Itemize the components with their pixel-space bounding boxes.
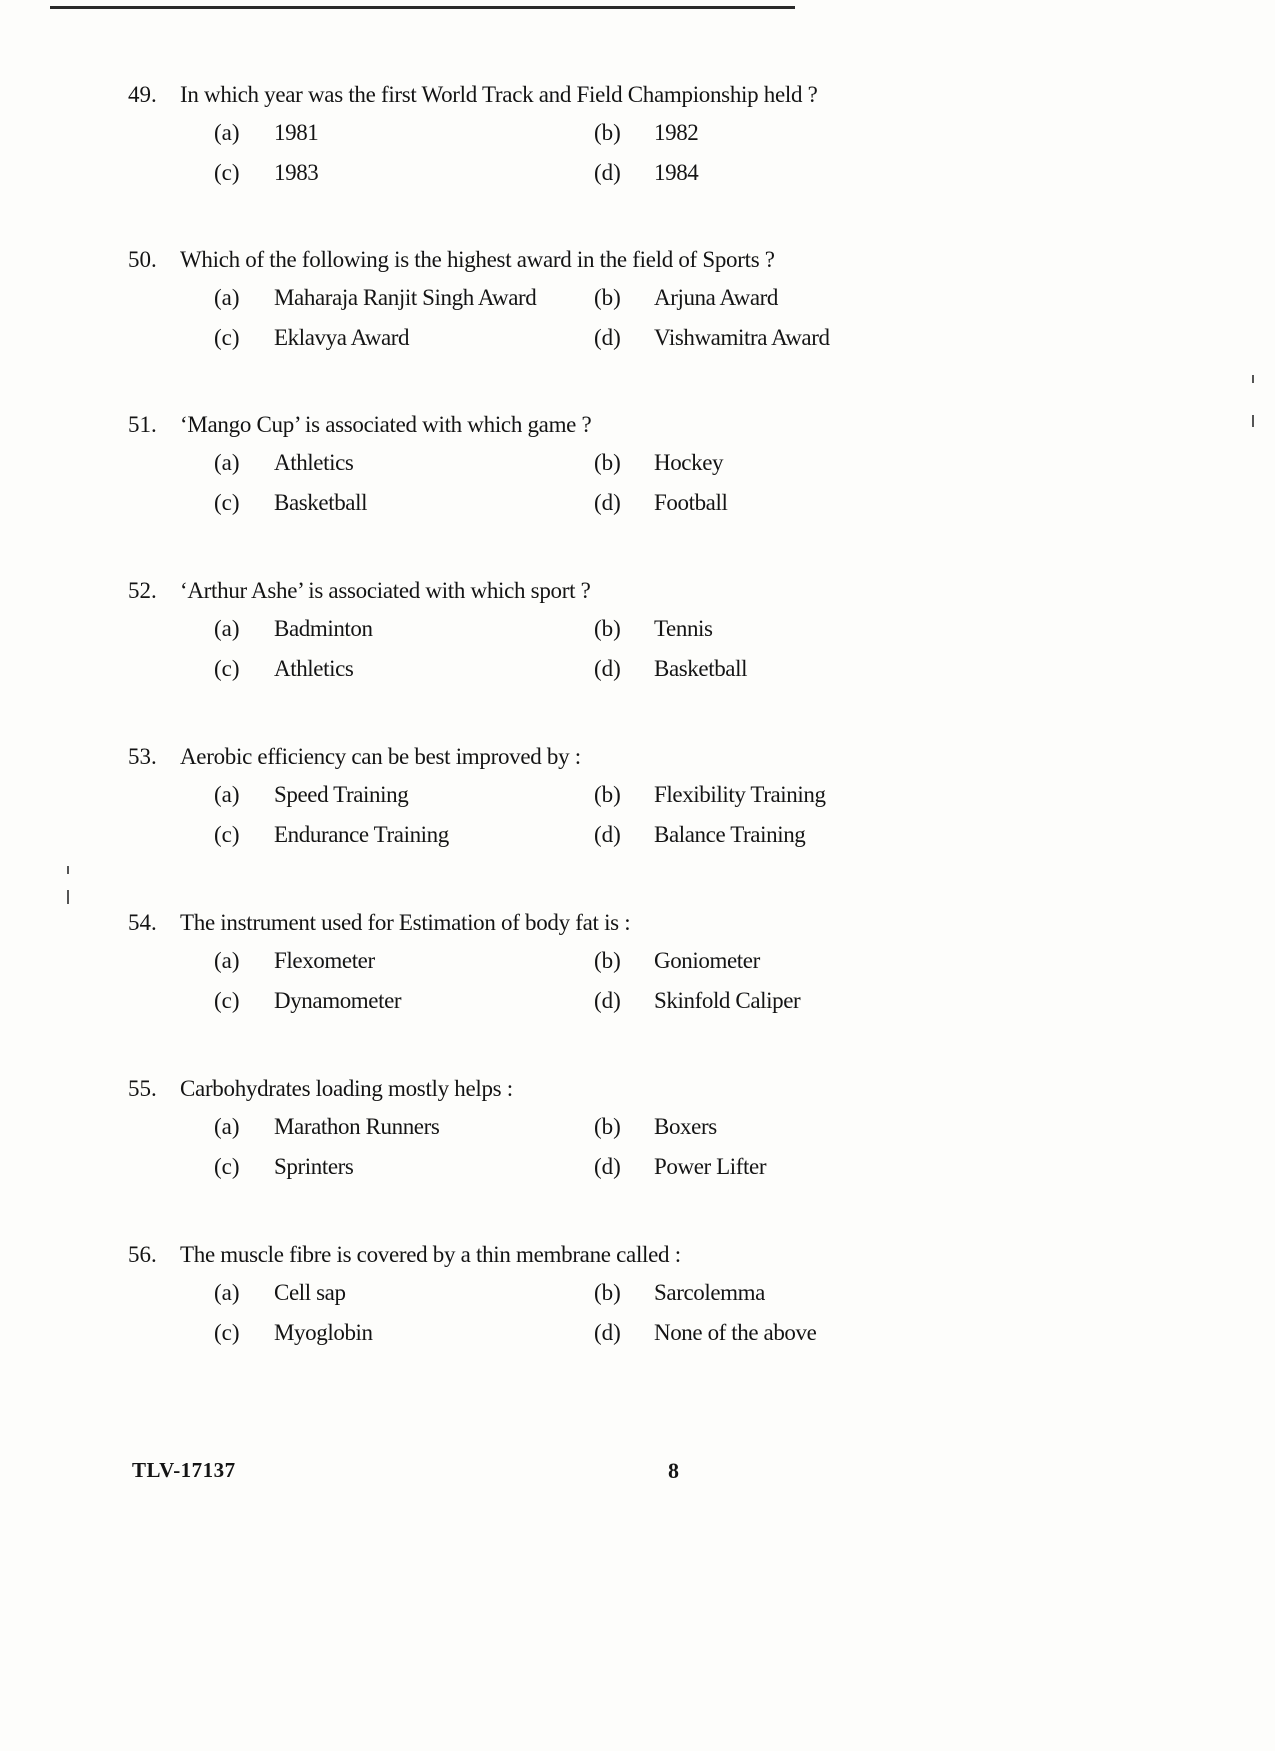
option-text: Marathon Runners bbox=[274, 1114, 440, 1139]
option-letter: (c) bbox=[214, 160, 240, 185]
option-c bbox=[214, 488, 594, 518]
option-text: Speed Training bbox=[274, 782, 409, 807]
option-text: Maharaja Ranjit Singh Award bbox=[274, 285, 537, 310]
option-a bbox=[214, 946, 594, 976]
option-letter: (d) bbox=[594, 988, 621, 1013]
option-d bbox=[594, 654, 894, 684]
option-text: Basketball bbox=[274, 490, 368, 515]
scan-mark bbox=[67, 866, 69, 874]
option-c bbox=[214, 158, 594, 188]
question-56 bbox=[128, 1240, 888, 1348]
option-text: Dynamometer bbox=[274, 988, 402, 1013]
scan-mark bbox=[1252, 375, 1254, 383]
options-grid bbox=[214, 1278, 888, 1348]
question-text: ‘Mango Cup’ is associated with which game ? bbox=[180, 412, 592, 437]
option-letter: (d) bbox=[594, 1154, 621, 1179]
option-letter: (a) bbox=[214, 120, 240, 145]
option-a bbox=[214, 448, 594, 478]
option-text: Sarcolemma bbox=[654, 1280, 765, 1305]
options-grid bbox=[214, 946, 888, 1016]
question-stem bbox=[128, 410, 888, 440]
options-grid bbox=[214, 448, 888, 518]
question-text: Carbohydrates loading mostly helps : bbox=[180, 1076, 513, 1101]
option-text: Boxers bbox=[654, 1114, 717, 1139]
option-d bbox=[594, 1152, 894, 1182]
option-text: Flexometer bbox=[274, 948, 375, 973]
question-text: ‘Arthur Ashe’ is associated with which sport ? bbox=[180, 578, 591, 603]
option-letter: (b) bbox=[594, 450, 621, 475]
option-text: Endurance Training bbox=[274, 822, 449, 847]
option-a bbox=[214, 614, 594, 644]
option-c bbox=[214, 820, 594, 850]
option-text: Skinfold Caliper bbox=[654, 988, 801, 1013]
option-letter: (b) bbox=[594, 120, 621, 145]
option-d bbox=[594, 158, 894, 188]
paper-code: TLV-17137 bbox=[132, 1458, 236, 1482]
option-text: 1981 bbox=[274, 120, 319, 145]
option-c bbox=[214, 986, 594, 1016]
option-text: 1982 bbox=[654, 120, 699, 145]
option-text: Vishwamitra Award bbox=[654, 325, 830, 350]
question-stem bbox=[128, 80, 888, 110]
question-text: The muscle fibre is covered by a thin membrane called : bbox=[180, 1242, 681, 1267]
option-a bbox=[214, 1278, 594, 1308]
question-number: 55. bbox=[128, 1076, 157, 1101]
option-letter: (b) bbox=[594, 782, 621, 807]
option-letter: (d) bbox=[594, 1320, 621, 1345]
option-b bbox=[594, 448, 894, 478]
question-text: The instrument used for Estimation of body fat is : bbox=[180, 910, 631, 935]
option-b bbox=[594, 283, 894, 313]
option-letter: (c) bbox=[214, 656, 240, 681]
option-text: Balance Training bbox=[654, 822, 806, 847]
question-number: 53. bbox=[128, 744, 157, 769]
top-rule bbox=[50, 6, 795, 9]
question-stem bbox=[128, 1074, 888, 1104]
page-number: 8 bbox=[668, 1458, 679, 1483]
option-letter: (b) bbox=[594, 616, 621, 641]
question-stem bbox=[128, 742, 888, 772]
options-grid bbox=[214, 614, 888, 684]
option-c bbox=[214, 1318, 594, 1348]
option-letter: (a) bbox=[214, 1114, 240, 1139]
question-stem bbox=[128, 1240, 888, 1270]
option-text: Goniometer bbox=[654, 948, 760, 973]
question-number: 56. bbox=[128, 1242, 157, 1267]
option-letter: (b) bbox=[594, 285, 621, 310]
option-letter: (c) bbox=[214, 822, 240, 847]
option-b bbox=[594, 780, 894, 810]
question-55 bbox=[128, 1074, 888, 1182]
option-letter: (a) bbox=[214, 285, 240, 310]
option-text: Football bbox=[654, 490, 728, 515]
option-letter: (d) bbox=[594, 160, 621, 185]
options-grid bbox=[214, 283, 888, 353]
option-text: Basketball bbox=[654, 656, 748, 681]
option-letter: (d) bbox=[594, 656, 621, 681]
option-text: Eklavya Award bbox=[274, 325, 410, 350]
option-letter: (d) bbox=[594, 822, 621, 847]
option-c bbox=[214, 1152, 594, 1182]
option-text: Athletics bbox=[274, 656, 354, 681]
option-letter: (c) bbox=[214, 988, 240, 1013]
option-text: Sprinters bbox=[274, 1154, 354, 1179]
option-a bbox=[214, 1112, 594, 1142]
option-b bbox=[594, 614, 894, 644]
question-text: Aerobic efficiency can be best improved by : bbox=[180, 744, 581, 769]
option-text: Power Lifter bbox=[654, 1154, 767, 1179]
option-text: Arjuna Award bbox=[654, 285, 779, 310]
option-text: Hockey bbox=[654, 450, 724, 475]
option-text: Tennis bbox=[654, 616, 713, 641]
option-b bbox=[594, 1112, 894, 1142]
question-number: 49. bbox=[128, 82, 157, 107]
scan-mark bbox=[67, 890, 69, 904]
option-d bbox=[594, 488, 894, 518]
question-stem bbox=[128, 245, 888, 275]
question-54 bbox=[128, 908, 888, 1016]
option-a bbox=[214, 283, 594, 313]
option-letter: (c) bbox=[214, 1320, 240, 1345]
option-letter: (b) bbox=[594, 1114, 621, 1139]
question-49 bbox=[128, 80, 888, 188]
option-b bbox=[594, 1278, 894, 1308]
options-grid bbox=[214, 780, 888, 850]
option-letter: (a) bbox=[214, 948, 240, 973]
options-grid bbox=[214, 118, 888, 188]
option-text: None of the above bbox=[654, 1320, 817, 1345]
option-letter: (d) bbox=[594, 490, 621, 515]
option-text: 1983 bbox=[274, 160, 319, 185]
option-c bbox=[214, 323, 594, 353]
option-letter: (a) bbox=[214, 782, 240, 807]
option-d bbox=[594, 1318, 894, 1348]
question-number: 52. bbox=[128, 578, 157, 603]
option-text: Athletics bbox=[274, 450, 354, 475]
option-b bbox=[594, 946, 894, 976]
scan-mark bbox=[1252, 415, 1254, 427]
question-number: 54. bbox=[128, 910, 157, 935]
question-text: Which of the following is the highest award in the field of Sports ? bbox=[180, 247, 775, 272]
option-letter: (a) bbox=[214, 616, 240, 641]
option-text: Flexibility Training bbox=[654, 782, 826, 807]
option-text: 1984 bbox=[654, 160, 699, 185]
option-c bbox=[214, 654, 594, 684]
option-letter: (d) bbox=[594, 325, 621, 350]
question-50 bbox=[128, 245, 888, 353]
question-53 bbox=[128, 742, 888, 850]
option-letter: (c) bbox=[214, 1154, 240, 1179]
option-text: Cell sap bbox=[274, 1280, 346, 1305]
option-letter: (a) bbox=[214, 1280, 240, 1305]
option-d bbox=[594, 820, 894, 850]
question-stem bbox=[128, 908, 888, 938]
option-letter: (a) bbox=[214, 450, 240, 475]
question-number: 50. bbox=[128, 247, 157, 272]
option-d bbox=[594, 986, 894, 1016]
question-number: 51. bbox=[128, 412, 157, 437]
question-52 bbox=[128, 576, 888, 684]
question-stem bbox=[128, 576, 888, 606]
option-text: Badminton bbox=[274, 616, 373, 641]
option-letter: (b) bbox=[594, 948, 621, 973]
question-text: In which year was the first World Track and Field Championship held ? bbox=[180, 82, 818, 107]
option-letter: (b) bbox=[594, 1280, 621, 1305]
question-51 bbox=[128, 410, 888, 518]
option-d bbox=[594, 323, 894, 353]
options-grid bbox=[214, 1112, 888, 1182]
option-a bbox=[214, 118, 594, 148]
option-letter: (c) bbox=[214, 325, 240, 350]
option-letter: (c) bbox=[214, 490, 240, 515]
option-b bbox=[594, 118, 894, 148]
option-a bbox=[214, 780, 594, 810]
option-text: Myoglobin bbox=[274, 1320, 373, 1345]
